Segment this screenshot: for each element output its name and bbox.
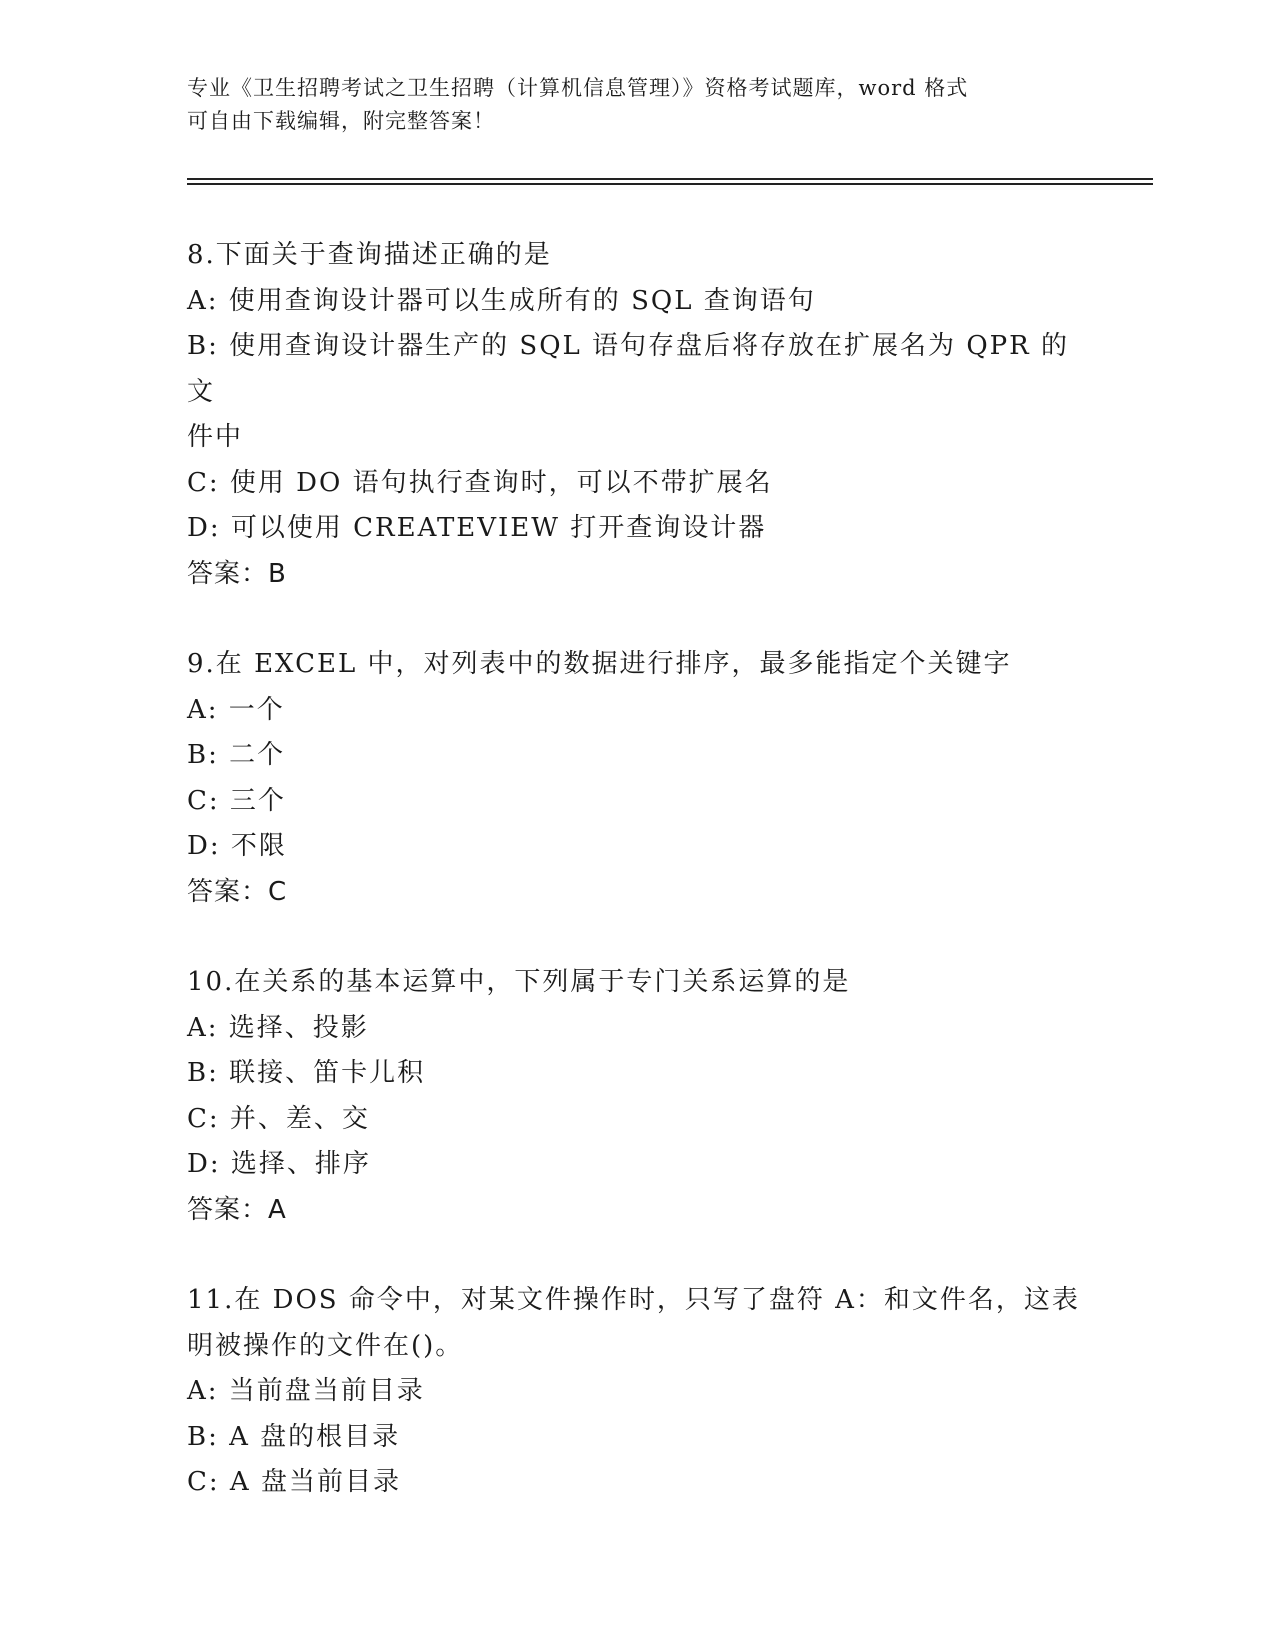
question-option: B: 使用查询设计器生产的 SQL 语句存盘后将存放在扩展名为 QPR 的文 bbox=[187, 331, 1069, 407]
question-option: D: 选择、排序 bbox=[187, 1149, 371, 1179]
header-line-2: 可自由下载编辑，附完整答案！ bbox=[187, 109, 495, 133]
question-option: 明被操作的文件在()。 bbox=[187, 1330, 464, 1361]
question-option: D: 不限 bbox=[187, 831, 287, 861]
question-title: 11.在 DOS 命令中，对某文件操作时，只写了盘符 A：和文件名，这表 bbox=[187, 1285, 1080, 1315]
question-option: 件中 bbox=[187, 422, 244, 452]
header-line-1: 专业《卫生招聘考试之卫生招聘（计算机信息管理）》资格考试题库，word 格式 bbox=[187, 76, 969, 100]
question-spacer bbox=[187, 915, 1087, 960]
question-9 bbox=[187, 642, 1087, 915]
question-title: 8.下面关于查询描述正确的是 bbox=[187, 240, 552, 270]
question-answer: 答案：C bbox=[187, 876, 288, 907]
question-option: C: A 盘当前目录 bbox=[187, 1467, 401, 1497]
question-option: A: 当前盘当前目录 bbox=[187, 1376, 425, 1406]
header-divider-top bbox=[187, 178, 1153, 180]
question-answer: 答案：B bbox=[187, 558, 287, 589]
question-option: B: 二个 bbox=[187, 740, 286, 770]
question-option: B: 联接、笛卡儿积 bbox=[187, 1058, 426, 1088]
question-spacer bbox=[187, 597, 1087, 642]
question-11 bbox=[187, 1278, 1087, 1506]
question-option: A: 一个 bbox=[187, 694, 285, 725]
question-spacer bbox=[187, 1233, 1087, 1278]
question-list bbox=[187, 233, 1087, 1506]
question-option: C: 使用 DO 语句执行查询时，可以不带扩展名 bbox=[187, 467, 773, 498]
header-divider-bottom bbox=[187, 183, 1153, 185]
question-title: 10.在关系的基本运算中，下列属于专门关系运算的是 bbox=[187, 967, 851, 997]
question-option: D: 可以使用 CREATEVIEW 打开查询设计器 bbox=[187, 513, 767, 543]
question-10 bbox=[187, 960, 1087, 1233]
question-8 bbox=[187, 233, 1087, 597]
question-answer: 答案：A bbox=[187, 1194, 287, 1225]
question-option: C: 并、差、交 bbox=[187, 1103, 370, 1134]
question-title: 9.在 EXCEL 中，对列表中的数据进行排序，最多能指定个关键字 bbox=[187, 649, 1012, 679]
question-option: A: 使用查询设计器可以生成所有的 SQL 查询语句 bbox=[187, 285, 816, 316]
document-header bbox=[187, 72, 1087, 138]
question-option: A: 选择、投影 bbox=[187, 1012, 369, 1043]
question-option: C: 三个 bbox=[187, 785, 286, 816]
question-option: B: A 盘的根目录 bbox=[187, 1421, 401, 1452]
